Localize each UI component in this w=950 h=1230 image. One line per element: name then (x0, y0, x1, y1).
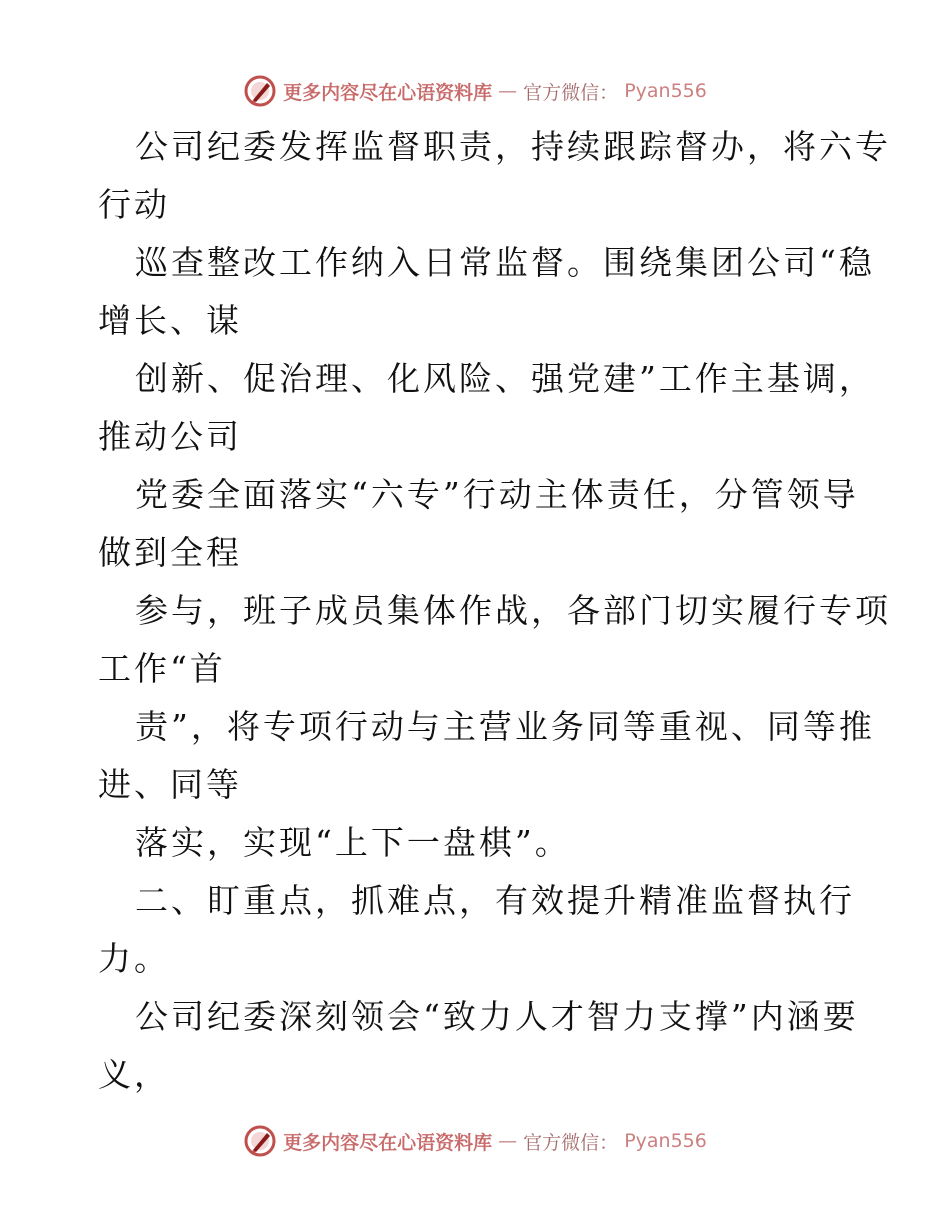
watermark-wechat-id: Pyan556 (624, 1130, 707, 1152)
text-line: 推动公司 (98, 417, 242, 456)
text-line: 参与，班子成员集体作战，各部门切实履行专项 (135, 591, 891, 630)
watermark-text: 更多内容尽在心语资料库 (283, 81, 493, 104)
text-line: 行动 (98, 185, 170, 224)
text-line: 做到全程 (98, 533, 242, 572)
watermark-wechat-id: Pyan556 (624, 80, 707, 102)
pen-logo-icon (243, 1124, 277, 1158)
watermark-dash: — (498, 80, 518, 102)
text-line: 力。 (98, 939, 170, 978)
text-line: 增长、谋 (98, 301, 242, 340)
footer-watermark (0, 1121, 950, 1161)
text-line: 党委全面落实“六专”行动主体责任，分管领导 (135, 475, 859, 514)
text-line: 创新、促治理、化风险、强党建”工作主基调， (135, 359, 875, 398)
text-line: 责”，将专项行动与主营业务同等重视、同等推 (135, 707, 875, 746)
text-line: 进、同等 (98, 765, 242, 804)
header-watermark (0, 71, 950, 111)
watermark-text: 更多内容尽在心语资料库 (283, 1131, 493, 1154)
text-line: 落实，实现“上下一盘棋”。 (135, 823, 571, 862)
watermark-official-label: 官方微信： (523, 81, 619, 104)
watermark-official-label: 官方微信： (523, 1131, 619, 1154)
text-line: 义， (98, 1055, 170, 1094)
document-body (98, 118, 891, 1104)
text-line: 公司纪委深刻领会“致力人才智力支撑”内涵要 (135, 997, 859, 1036)
pen-logo-icon (243, 74, 277, 108)
text-line: 工作“首 (98, 649, 226, 688)
text-line: 巡查整改工作纳入日常监督。围绕集团公司“稳 (135, 243, 875, 282)
section-heading: 二、盯重点，抓难点，有效提升精准监督执行 (135, 881, 855, 920)
text-line: 公司纪委发挥监督职责，持续跟踪督办，将六专 (135, 127, 891, 166)
watermark-dash: — (498, 1130, 518, 1152)
